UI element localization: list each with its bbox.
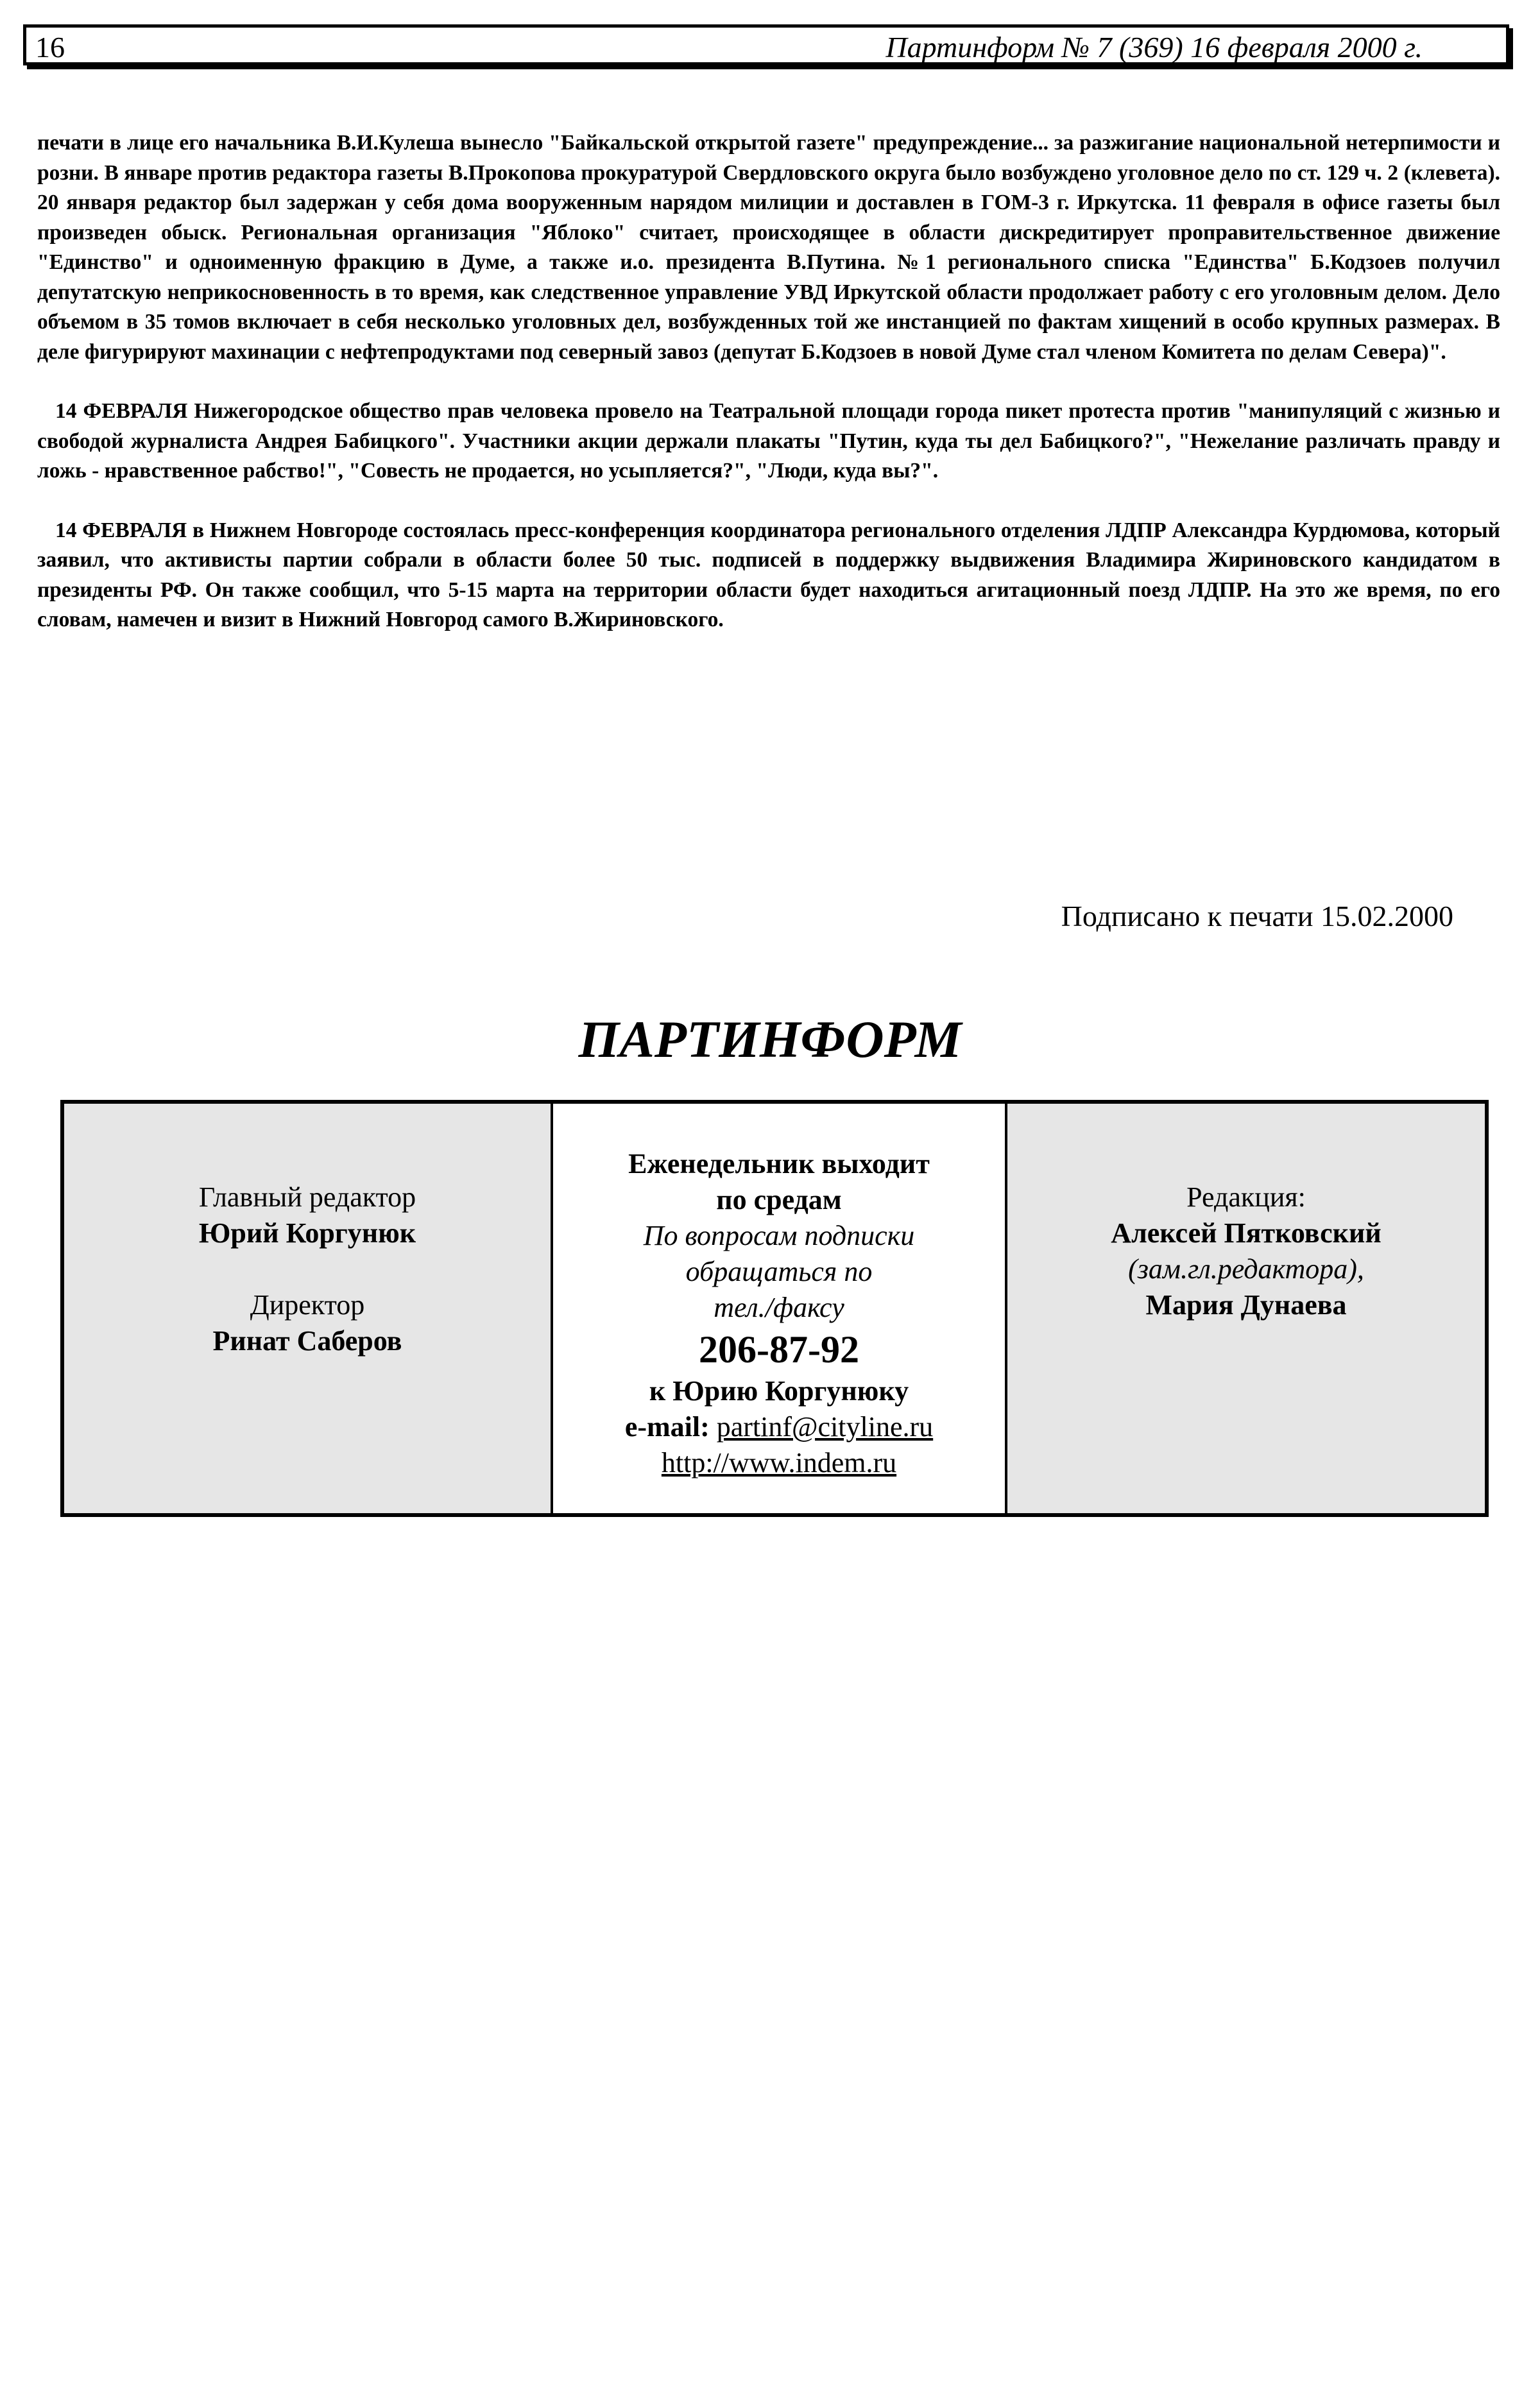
page-number: 16 [35, 31, 65, 64]
editor-name-2: Мария Дунаева [1145, 1289, 1347, 1321]
masthead-staff-cell [64, 1104, 553, 1513]
article-paragraph: 14 ФЕВРАЛЯ Нижегородское общество прав человека провело на Театральной площади города пикет протеста против "манипуляций с жизнью и свободой журналиста Андрея Бабицкого". Участники акции держали плакаты "Путин, куда ты дел Бабицкого?", "Нежелание различать правду и ложь - нравственное рабство!", "Совесть не продается, но усыпляется?", "Люди, куда вы?". [37, 399, 1500, 483]
editorial-label: Редакция: [1186, 1181, 1306, 1213]
website-link[interactable]: http://www.indem.ru [661, 1447, 897, 1478]
email-line [625, 1409, 933, 1445]
subscription-line-2: обращаться по [685, 1256, 873, 1287]
signed-for-print: Подписано к печати 15.02.2000 [1061, 900, 1453, 932]
frequency-line-1: Еженедельник выходит [628, 1148, 930, 1179]
masthead-editorial-cell [1007, 1104, 1485, 1513]
masthead-table [60, 1100, 1489, 1517]
chief-editor-name: Юрий Коргунюк [198, 1217, 416, 1249]
article-paragraph: печати в лице его начальника В.И.Кулеша вынесло "Байкальской открытой газете" предупреждение... за разжигание национальной нетерпимости и розни. В январе против редактора газеты В.Прокопова прокуратурой Свердловского округа было возбуждено уголовное дело по ст. 129 ч. 2 (клевета). 20 января редактор был задержан у себя дома вооруженным нарядом милиции и доставлен в ГОМ-3 г. Иркутска. 11 февраля в офисе газеты был произведен обыск. Региональная организация "Яблоко" считает, происходящее в области дискредитирует проправительственное движение "Единство" и одноименную фракцию в Думе, а также и.о. президента В.Путина. №1 регионального списка "Единства" Б.Кодзоев получил депутатскую неприкосновенность в то время, как следственное управление УВД Иркутской области продолжает работу с его уголовным делом. Дело объемом в 35 томов включает в себя несколько уголовных дел, возбужденных той же инстанцией по фактам хищений в особо крупных размерах. В деле фигурируют махинации с нефтепродуктами под северный завоз (депутат Б.Кодзоев в новой Думе стал членом Комитета по делам Севера)". [37, 131, 1500, 364]
masthead-subscription-cell [553, 1104, 1007, 1513]
article-body [37, 128, 1500, 665]
issue-title: Партинформ № 7 (369) 16 февраля 2000 г. [886, 31, 1423, 64]
subscription-line-1: По вопросам подписки [643, 1220, 915, 1251]
director-label: Директор [250, 1289, 365, 1321]
chief-editor-label: Главный редактор [198, 1181, 416, 1213]
masthead-title: ПАРТИНФОРМ [578, 1010, 962, 1068]
director-name: Ринат Саберов [212, 1325, 402, 1357]
article-paragraph: 14 ФЕВРАЛЯ в Нижнем Новгороде состоялась пресс-конференция координатора регионального отделения ЛДПР Александра Курдюмова, который заявил, что активисты партии собрали в области более 50 тыс. подписей в поддержку выдвижения Владимира Жириновского кандидатом в президенты РФ. Он также сообщил, что 5-15 марта на территории области будет находиться агитационный поезд ЛДПР. На это же время, по его словам, намечен и визит в Нижний Новгород самого В.Жириновского. [37, 518, 1500, 631]
page-header [23, 24, 1509, 65]
editor-name-1: Алексей Пятковский [1111, 1217, 1382, 1249]
phone-number: 206-87-92 [699, 1328, 859, 1371]
subscription-line-3: тел./факсу [714, 1292, 844, 1323]
contact-person: к Юрию Коргунюку [649, 1375, 909, 1407]
email-link[interactable]: partinf@cityline.ru [716, 1411, 934, 1443]
frequency-line-2: по средам [716, 1184, 842, 1215]
email-label: e-mail: [624, 1411, 710, 1443]
editor-role-1: (зам.гл.редактора), [1128, 1253, 1364, 1285]
